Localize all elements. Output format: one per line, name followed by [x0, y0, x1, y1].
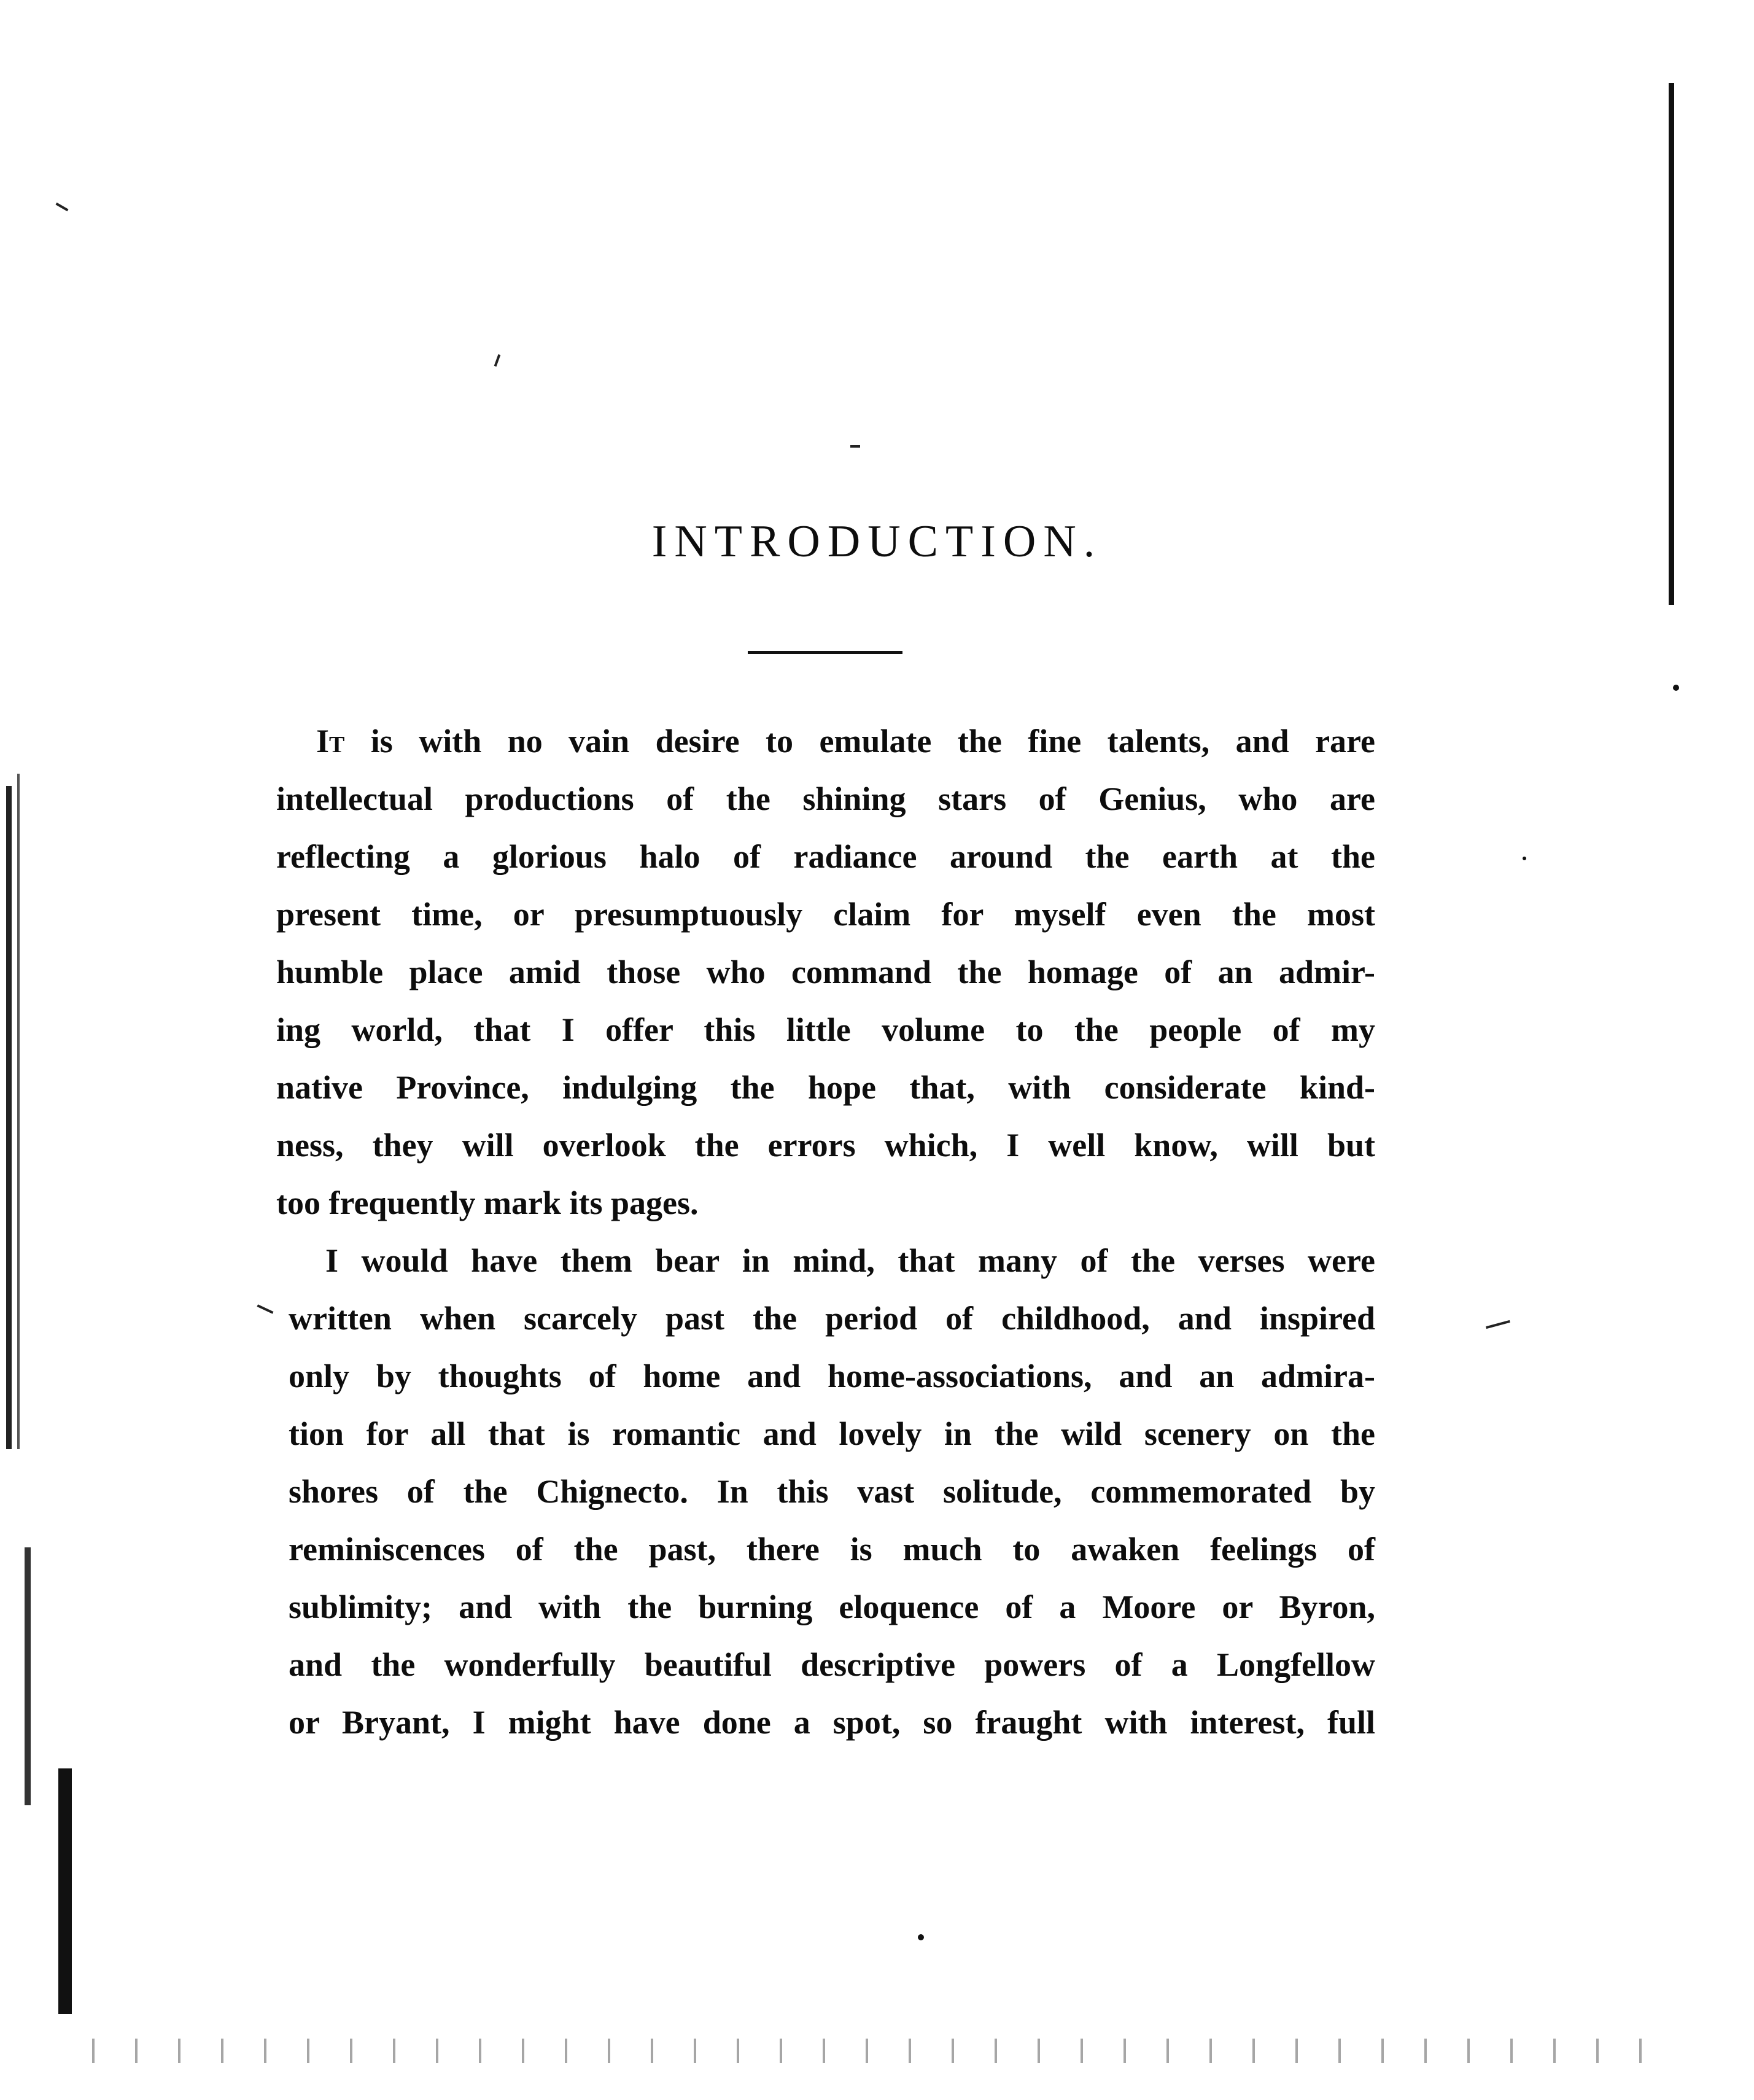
text-line: reflecting a glorious halo of radiance around the earth at the — [276, 838, 1375, 875]
lead-small-caps: t — [329, 723, 345, 760]
scan-speck — [1523, 857, 1526, 860]
scan-speck — [1673, 685, 1679, 691]
text-line — [276, 712, 1375, 770]
scan-edge-mark — [58, 1768, 72, 2014]
scan-speck — [55, 203, 68, 211]
scan-edge-mark — [6, 786, 12, 1449]
text-line: and the wonderfully beautiful descriptive powers of a Longfellow — [289, 1646, 1375, 1683]
text-line: present time, or presumptuously claim for myself even the most — [276, 896, 1375, 933]
text-line: too frequently mark its pages. — [276, 1184, 699, 1221]
text-line: ness, they will overlook the errors which, I well know, will but — [276, 1127, 1375, 1164]
scan-speck — [1486, 1320, 1510, 1329]
scan-speck — [850, 445, 860, 448]
scan-edge-mark — [25, 1547, 31, 1805]
text-line: humble place amid those who command the homage of an admir- — [276, 954, 1375, 990]
text-line: intellectual productions of the shining stars of Genius, who are — [276, 780, 1375, 817]
scan-speck — [918, 1934, 924, 1940]
text-line: native Province, indulging the hope that, with considerate kind- — [276, 1069, 1375, 1106]
scan-edge-mark — [17, 774, 20, 1449]
body-text — [276, 712, 1375, 1751]
paragraph-1 — [276, 712, 1375, 1232]
page-heading: INTRODUCTION. — [651, 516, 1103, 567]
text-line: ing world, that I offer this little volume to the people of my — [276, 1011, 1375, 1048]
scan-edge-mark — [1669, 83, 1674, 605]
text-line: tion for all that is romantic and lovely in the wild scenery on the — [289, 1415, 1375, 1452]
scan-speck — [257, 1304, 273, 1313]
paragraph-2 — [276, 1232, 1375, 1751]
text-line: or Bryant, I might have done a spot, so fraught with interest, full — [289, 1704, 1375, 1741]
text-line: reminiscences of the past, there is much to awaken feelings of — [289, 1531, 1375, 1568]
lead-capital: I — [316, 723, 330, 760]
scan-bottom-noise — [74, 2039, 1670, 2063]
scan-speck — [494, 354, 501, 367]
text-line: shores of the Chignecto. In this vast solitude, commemorated by — [289, 1473, 1375, 1510]
text-line: written when scarcely past the period of childhood, and inspired — [289, 1300, 1375, 1337]
heading-rule — [748, 651, 902, 654]
text-line: sublimity; and with the burning eloquence of a Moore or Byron, — [289, 1589, 1375, 1625]
text-line: only by thoughts of home and home-associations, and an admira- — [289, 1358, 1375, 1394]
text-line-content: is with no vain desire to emulate the fine talents, and rare — [344, 723, 1375, 760]
text-line: I would have them bear in mind, that many of the verses were — [325, 1242, 1375, 1279]
